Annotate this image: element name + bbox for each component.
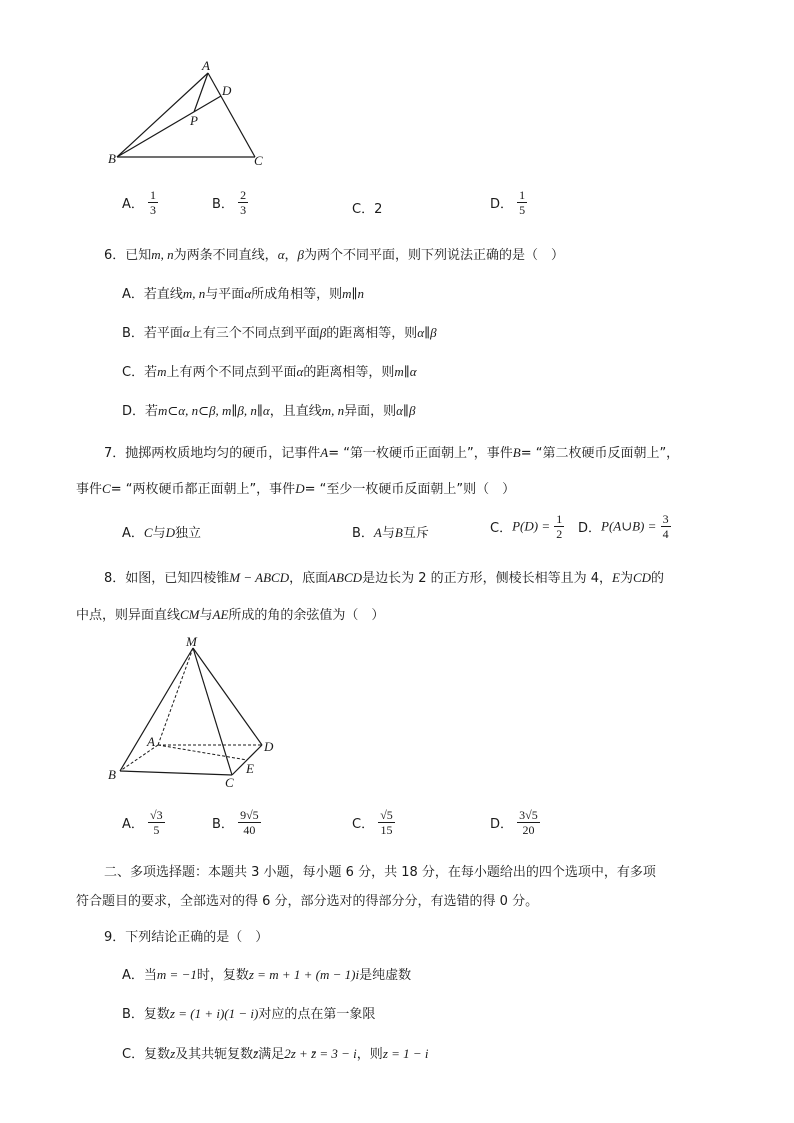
fraction: $\frac{9√5}{40}$ — [240, 808, 259, 837]
option-letter: A． — [122, 197, 144, 212]
q7-option-b[interactable]: B．A与B互斥 — [352, 525, 429, 541]
q6-option-d[interactable]: D．若m⊂α, n⊂β, m∥β, n∥α，且直线m, n异面，则α∥β — [122, 403, 416, 419]
q8-stem-line1: 8．如图，已知四棱锥M − ABCD，底面ABCD是边长为 2 的正方形，侧棱长相等且为 4，E为CD的 — [104, 570, 665, 586]
fraction: $\frac{3√5}{20}$ — [519, 808, 538, 837]
label-b: B — [108, 767, 116, 782]
q7-stem-line2: 事件C= “两枚硬币都正面朝上”，事件D= “至少一枚硬币反面朝上”则（ ） — [76, 481, 516, 497]
q6-option-b[interactable]: B．若平面α上有三个不同点到平面β的距离相等，则α∥β — [122, 325, 437, 341]
q9-option-b[interactable]: B．复数z = (1 + i)(1 − i)对应的点在第一象限 — [122, 1006, 376, 1022]
label-d: D — [222, 83, 232, 98]
q8-option-d[interactable]: D． $\frac{3√5}{20}$ — [490, 808, 538, 837]
q7-stem-line1: 7．抛掷两枚质地均匀的硬币，记事件A= “第一枚硬币正面朝上”，事件B= “第二枚硬币反面朝上”， — [104, 445, 680, 461]
q8-stem-line2: 中点，则异面直线CM与AE所成的角的余弦值为（ ） — [76, 607, 385, 623]
q7-option-d[interactable]: D．P(A∪B) = $\frac{3}{4}$ — [578, 512, 669, 541]
fraction: $\frac{√5}{15}$ — [380, 808, 393, 837]
triangle-figure — [100, 55, 280, 170]
edge-bc — [120, 771, 232, 775]
label-a: A — [202, 58, 210, 73]
section2-line2: 符合题目的要求，全部选对的得 6 分，部分选对的得部分分，有选错的得 0 分。 — [76, 894, 539, 909]
q9-option-c[interactable]: C．复数z及其共轭复数z̄满足2z + z̄ = 3 − i，则z = 1 − i — [122, 1046, 429, 1062]
label-a: A — [147, 734, 155, 749]
q7-option-c[interactable]: C．P(D) = $\frac{1}{2}$ — [490, 512, 563, 541]
option-value: 2 — [374, 202, 383, 217]
fraction: $\frac{1}{3}$ — [150, 188, 157, 217]
option-letter: C． — [352, 202, 375, 217]
edge-mb — [120, 648, 193, 771]
q5-option-d[interactable] — [490, 188, 527, 217]
q8-option-c[interactable]: C． $\frac{√5}{15}$ — [352, 808, 393, 837]
edge-mc — [193, 648, 232, 775]
edge-ma — [158, 648, 193, 745]
q9-option-a[interactable]: A．当m = −1时，复数z = m + 1 + (m − 1)i是纯虚数 — [122, 967, 412, 983]
label-c: C — [225, 775, 234, 790]
edge-md — [193, 648, 262, 745]
section2-line1: 二、多项选择题：本题共 3 小题，每小题 6 分，共 18 分，在每小题给出的四个选项中，有多项 — [104, 865, 656, 880]
q6-option-a[interactable]: A．若直线m, n与平面α所成角相等，则m∥n — [122, 286, 365, 302]
label-c: C — [254, 153, 263, 168]
segment-ae — [158, 745, 247, 760]
q8-option-b[interactable]: B． $\frac{9√5}{40}$ — [212, 808, 259, 837]
q6-stem: 6．已知m, n为两条不同直线，α，β为两个不同平面，则下列说法正确的是（ ） — [104, 247, 565, 263]
q5-option-b[interactable] — [212, 188, 248, 217]
q9-stem: 9．下列结论正确的是（ ） — [104, 930, 269, 945]
option-letter: B． — [212, 197, 234, 212]
label-d: D — [264, 739, 274, 754]
fraction: $\frac{3}{4}$ — [662, 512, 669, 541]
q8-option-a[interactable]: A． $\frac{√3}{5}$ — [122, 808, 163, 837]
q6-option-c[interactable]: C．若m上有两个不同点到平面α的距离相等，则m∥α — [122, 364, 417, 380]
fraction: $\frac{2}{3}$ — [240, 188, 247, 217]
label-m: M — [186, 635, 197, 649]
q5-option-c[interactable] — [352, 198, 382, 217]
label-p: P — [190, 113, 198, 128]
segment-bd — [117, 96, 221, 157]
label-b: B — [108, 151, 116, 166]
fraction: $\frac{√3}{5}$ — [150, 808, 163, 837]
label-e: E — [246, 761, 254, 776]
pyramid-figure — [100, 635, 290, 790]
option-letter: D． — [490, 197, 514, 212]
q5-option-a[interactable] — [122, 188, 158, 217]
q7-option-a[interactable]: A．C与D独立 — [122, 525, 201, 541]
fraction: $\frac{1}{5}$ — [519, 188, 526, 217]
edge-ac — [208, 73, 255, 157]
fraction: $\frac{1}{2}$ — [556, 512, 563, 541]
